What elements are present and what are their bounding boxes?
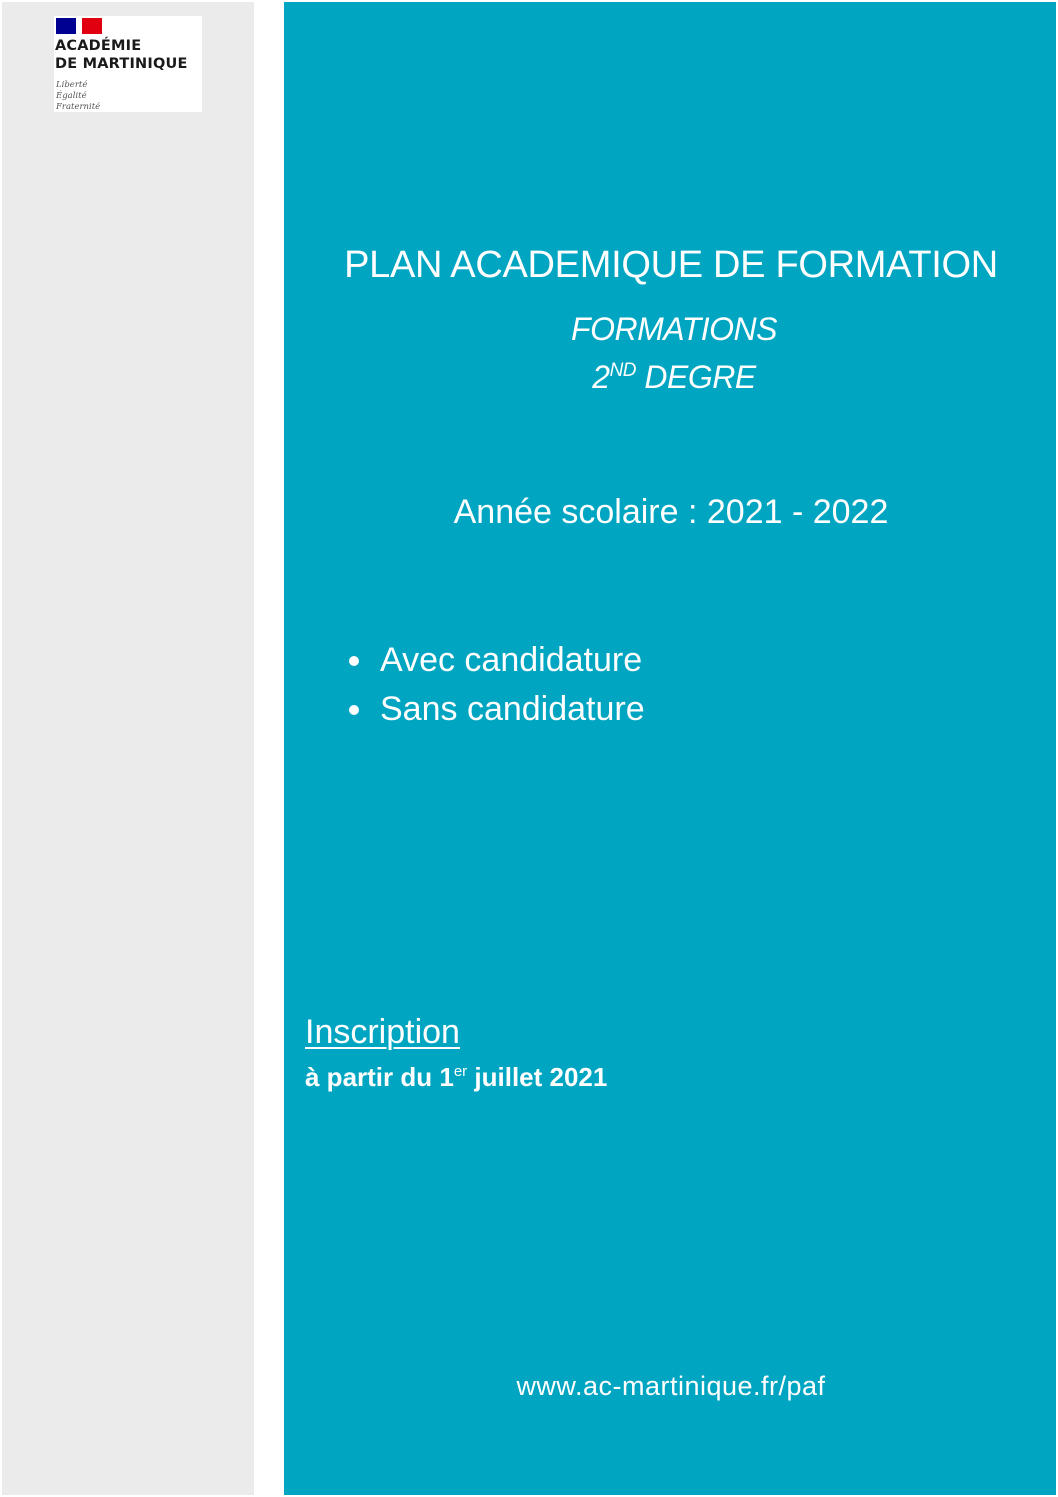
marianne-flag-icon (56, 18, 102, 34)
document-subtitle: FORMATIONS (571, 311, 777, 347)
option-with-application: Avec candidature (380, 641, 643, 679)
school-year: Année scolaire : 2021 - 2022 (453, 493, 889, 531)
date-ordinal-suffix: er (453, 1063, 468, 1080)
logo-motto-liberte: Liberté (56, 80, 88, 90)
cover-panel (284, 2, 1056, 1495)
website-link[interactable]: www.ac-martinique.fr/paf (516, 1371, 826, 1401)
logo-academie-text: ACADÉMIE (55, 38, 142, 54)
logo-motto-fraternite: Fraternité (56, 102, 101, 112)
academie-logo (54, 16, 202, 112)
list-item (346, 638, 645, 687)
inscription-heading: Inscription (305, 1013, 460, 1051)
bullet-icon (349, 656, 359, 666)
left-side-band (2, 2, 254, 1495)
logo-motto-egalite: Égalité (56, 91, 87, 101)
degree-suffix: ND (609, 360, 637, 381)
bullet-icon (349, 705, 359, 715)
inscription-date (305, 1062, 607, 1093)
degree-word: DEGRE (644, 359, 756, 395)
option-without-application: Sans candidature (380, 690, 645, 728)
formation-options-list (346, 638, 645, 736)
degree-heading (334, 359, 1014, 396)
date-prefix: à partir du 1 (305, 1062, 454, 1092)
flag-blue-stripe (56, 18, 76, 34)
flag-red-stripe (82, 18, 102, 34)
list-item (346, 687, 645, 736)
document-title: PLAN ACADEMIQUE DE FORMATION (344, 244, 998, 286)
degree-number: 2 (592, 359, 610, 395)
logo-region-text: DE MARTINIQUE (55, 56, 188, 72)
date-rest: juillet 2021 (467, 1062, 608, 1092)
